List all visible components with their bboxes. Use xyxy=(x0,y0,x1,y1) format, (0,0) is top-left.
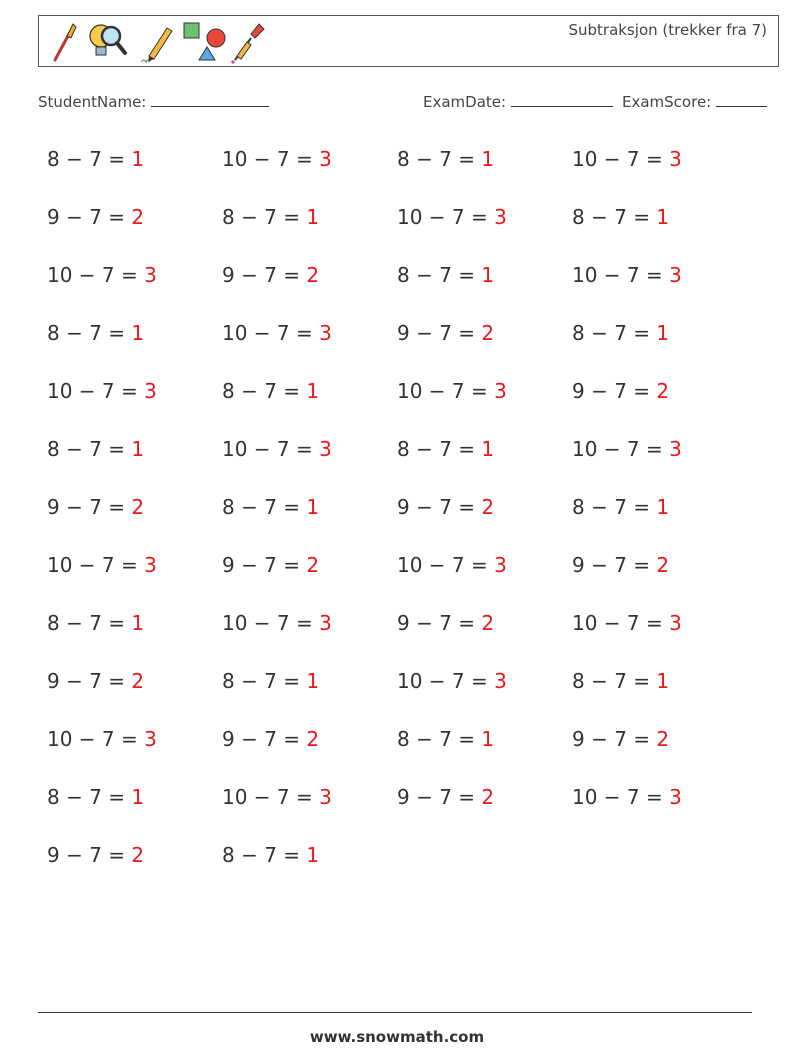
problem-expression: 10 − 7 = xyxy=(47,727,145,751)
problem-item xyxy=(222,669,319,693)
problem-item xyxy=(47,669,144,693)
problem-answer: 1 xyxy=(306,205,320,229)
problem-expression: 10 − 7 = xyxy=(397,553,495,577)
problem-item xyxy=(397,379,507,403)
problem-expression: 10 − 7 = xyxy=(572,785,670,809)
problem-answer: 1 xyxy=(306,843,320,867)
problem-answer: 3 xyxy=(494,553,507,577)
problem-expression: 10 − 7 = xyxy=(572,263,670,287)
problem-answer: 3 xyxy=(319,321,332,345)
problem-answer: 2 xyxy=(481,611,495,635)
problem-item xyxy=(222,785,332,809)
problem-item xyxy=(397,147,494,171)
problem-item xyxy=(222,727,319,751)
problem-item xyxy=(397,205,507,229)
problem-expression: 8 − 7 = xyxy=(47,321,132,345)
problem-item xyxy=(222,437,332,461)
problem-item xyxy=(397,553,507,577)
problem-answer: 1 xyxy=(481,727,495,751)
problem-answer: 1 xyxy=(131,785,145,809)
problem-expression: 8 − 7 = xyxy=(572,669,657,693)
problem-answer: 3 xyxy=(669,147,682,171)
problem-item xyxy=(572,147,682,171)
problem-answer: 3 xyxy=(144,553,157,577)
problem-item xyxy=(397,669,507,693)
problem-expression: 8 − 7 = xyxy=(572,495,657,519)
problem-expression: 8 − 7 = xyxy=(47,437,132,461)
problem-answer: 3 xyxy=(319,147,332,171)
problem-answer: 2 xyxy=(656,379,670,403)
problem-expression: 8 − 7 = xyxy=(572,205,657,229)
problem-expression: 10 − 7 = xyxy=(222,611,320,635)
problem-answer: 2 xyxy=(306,263,320,287)
problem-answer: 1 xyxy=(656,669,670,693)
problem-item xyxy=(47,321,144,345)
problem-item xyxy=(222,843,319,867)
problem-answer: 3 xyxy=(319,611,332,635)
footer-url: www.snowmath.com xyxy=(309,1028,485,1046)
problem-expression: 8 − 7 = xyxy=(222,205,307,229)
problem-item xyxy=(47,379,157,403)
problem-expression: 10 − 7 = xyxy=(572,611,670,635)
problem-expression: 9 − 7 = xyxy=(47,669,132,693)
problem-answer: 2 xyxy=(131,495,145,519)
problem-expression: 9 − 7 = xyxy=(572,727,657,751)
problem-expression: 10 − 7 = xyxy=(222,437,320,461)
problem-expression: 8 − 7 = xyxy=(47,611,132,635)
problem-item xyxy=(572,785,682,809)
problem-item xyxy=(397,785,494,809)
problem-expression: 10 − 7 = xyxy=(222,321,320,345)
worksheet-title: Subtraksjon (trekker fra 7) xyxy=(568,21,767,39)
problem-expression: 10 − 7 = xyxy=(397,669,495,693)
problem-expression: 10 − 7 = xyxy=(47,379,145,403)
problem-answer: 2 xyxy=(656,553,670,577)
problem-expression: 8 − 7 = xyxy=(47,785,132,809)
problem-expression: 8 − 7 = xyxy=(222,379,307,403)
problem-expression: 8 − 7 = xyxy=(222,495,307,519)
problem-item xyxy=(222,263,319,287)
problem-answer: 3 xyxy=(144,263,157,287)
problem-answer: 3 xyxy=(144,727,157,751)
problem-item xyxy=(47,263,157,287)
problem-item xyxy=(397,495,494,519)
problem-item xyxy=(572,553,669,577)
problem-item xyxy=(47,205,144,229)
problem-item xyxy=(47,843,144,867)
problem-expression: 9 − 7 = xyxy=(397,321,482,345)
problem-expression: 9 − 7 = xyxy=(397,495,482,519)
problem-expression: 10 − 7 = xyxy=(397,379,495,403)
problem-expression: 8 − 7 = xyxy=(222,843,307,867)
problem-item xyxy=(47,437,144,461)
problem-expression: 8 − 7 = xyxy=(397,437,482,461)
problem-answer: 1 xyxy=(656,205,670,229)
problem-item xyxy=(572,379,669,403)
problem-answer: 2 xyxy=(481,321,495,345)
problem-item xyxy=(47,553,157,577)
problem-answer: 1 xyxy=(306,495,320,519)
problem-item xyxy=(47,785,144,809)
problem-answer: 2 xyxy=(131,843,145,867)
student-name-label: StudentName: xyxy=(38,93,147,111)
problem-item xyxy=(572,495,669,519)
problem-item xyxy=(47,147,144,171)
problem-answer: 1 xyxy=(481,147,495,171)
problem-expression: 9 − 7 = xyxy=(222,553,307,577)
problem-answer: 2 xyxy=(131,205,145,229)
problem-answer: 2 xyxy=(131,669,145,693)
problem-item xyxy=(572,205,669,229)
problem-expression: 10 − 7 = xyxy=(47,263,145,287)
problem-expression: 8 − 7 = xyxy=(47,147,132,171)
problem-item xyxy=(222,495,319,519)
problem-answer: 1 xyxy=(481,263,495,287)
problem-expression: 10 − 7 = xyxy=(572,147,670,171)
problem-answer: 1 xyxy=(131,321,145,345)
problem-answer: 3 xyxy=(494,669,507,693)
problem-item xyxy=(572,321,669,345)
problem-item xyxy=(222,147,332,171)
problem-answer: 2 xyxy=(306,727,320,751)
problem-item xyxy=(47,727,157,751)
problem-expression: 10 − 7 = xyxy=(222,147,320,171)
problem-expression: 10 − 7 = xyxy=(397,205,495,229)
problem-item xyxy=(47,495,144,519)
problem-item xyxy=(222,321,332,345)
problem-expression: 8 − 7 = xyxy=(222,669,307,693)
problem-answer: 2 xyxy=(481,785,495,809)
problem-item xyxy=(222,379,319,403)
problem-expression: 9 − 7 = xyxy=(572,379,657,403)
problem-item xyxy=(222,553,319,577)
problem-answer: 1 xyxy=(656,495,670,519)
problem-expression: 9 − 7 = xyxy=(47,843,132,867)
problem-item xyxy=(572,263,682,287)
problem-answer: 3 xyxy=(144,379,157,403)
problem-expression: 10 − 7 = xyxy=(572,437,670,461)
problem-answer: 3 xyxy=(669,263,682,287)
problem-expression: 9 − 7 = xyxy=(47,205,132,229)
problem-answer: 2 xyxy=(656,727,670,751)
problem-expression: 9 − 7 = xyxy=(397,785,482,809)
problem-answer: 3 xyxy=(669,437,682,461)
problem-answer: 1 xyxy=(131,147,145,171)
problem-item xyxy=(572,437,682,461)
problem-answer: 3 xyxy=(494,205,507,229)
problem-item xyxy=(397,727,494,751)
problem-item xyxy=(397,263,494,287)
problem-answer: 1 xyxy=(481,437,495,461)
problem-item xyxy=(222,611,332,635)
problem-item xyxy=(397,321,494,345)
problem-item xyxy=(572,727,669,751)
problem-expression: 8 − 7 = xyxy=(397,263,482,287)
problem-expression: 8 − 7 = xyxy=(397,147,482,171)
exam-score-label: ExamScore: xyxy=(622,93,712,111)
problem-answer: 1 xyxy=(306,669,320,693)
problem-item xyxy=(397,437,494,461)
problem-expression: 9 − 7 = xyxy=(222,727,307,751)
problem-answer: 3 xyxy=(669,785,682,809)
problem-expression: 9 − 7 = xyxy=(572,553,657,577)
problem-answer: 3 xyxy=(319,437,332,461)
problem-answer: 3 xyxy=(319,785,332,809)
problem-item xyxy=(572,611,682,635)
footer-divider xyxy=(38,1012,752,1013)
problem-answer: 1 xyxy=(131,611,145,635)
problem-answer: 1 xyxy=(656,321,670,345)
problem-answer: 2 xyxy=(481,495,495,519)
problem-expression: 8 − 7 = xyxy=(572,321,657,345)
problem-expression: 8 − 7 = xyxy=(397,727,482,751)
problem-expression: 10 − 7 = xyxy=(222,785,320,809)
problem-expression: 9 − 7 = xyxy=(397,611,482,635)
problem-expression: 9 − 7 = xyxy=(47,495,132,519)
problem-answer: 2 xyxy=(306,553,320,577)
problem-item xyxy=(47,611,144,635)
problem-answer: 1 xyxy=(131,437,145,461)
problem-item xyxy=(222,205,319,229)
problem-answer: 3 xyxy=(669,611,682,635)
exam-date-label: ExamDate: xyxy=(423,93,507,111)
problem-item xyxy=(572,669,669,693)
problem-item xyxy=(397,611,494,635)
problem-answer: 1 xyxy=(306,379,320,403)
problem-answer: 3 xyxy=(494,379,507,403)
problem-expression: 10 − 7 = xyxy=(47,553,145,577)
problem-expression: 9 − 7 = xyxy=(222,263,307,287)
